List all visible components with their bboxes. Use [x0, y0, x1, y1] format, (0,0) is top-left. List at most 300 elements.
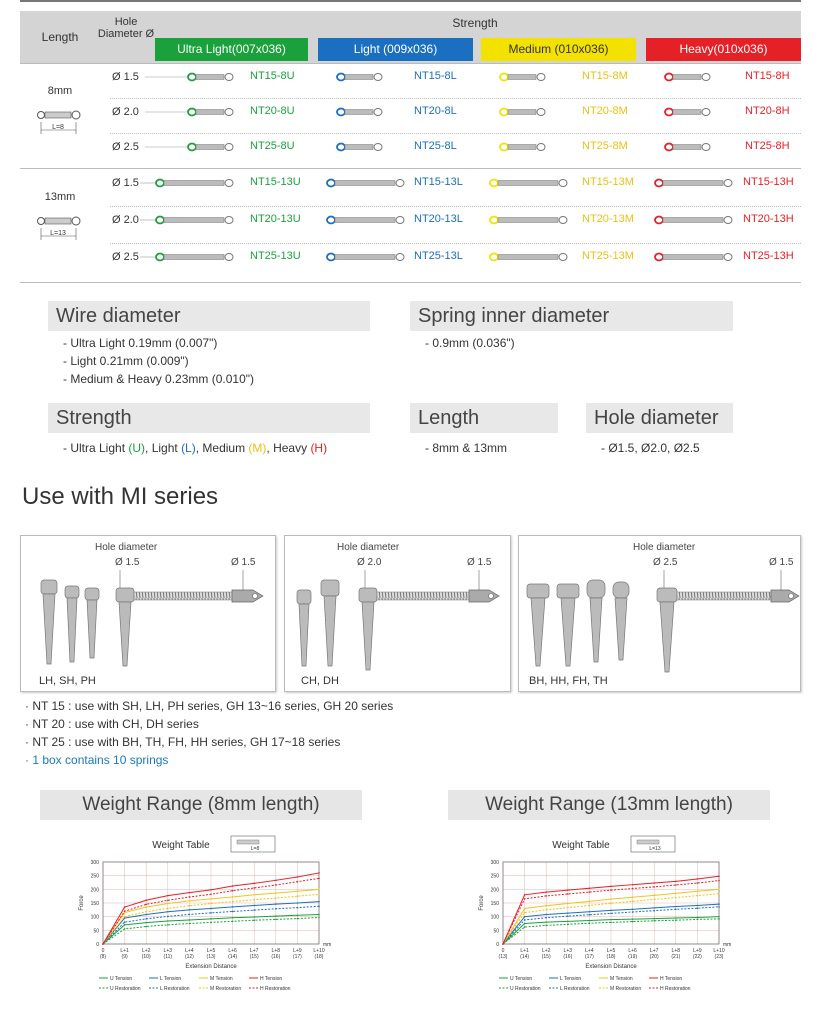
hole-diameter-value: Ø 2.0 — [112, 214, 139, 226]
legend-label: L Restoration — [160, 986, 190, 992]
y-tick-label: 0 — [96, 942, 99, 948]
x-tick-label: L+4 — [185, 948, 194, 954]
box-contents-note: · 1 box contains 10 springs — [25, 753, 169, 767]
x-unit: mm — [323, 942, 332, 948]
data-point — [167, 908, 169, 910]
data-point — [653, 886, 655, 888]
data-point — [167, 911, 169, 913]
x-tick-label: L+7 — [649, 948, 659, 954]
data-point — [718, 906, 720, 908]
y-tick-label: 100 — [90, 914, 99, 921]
data-point — [589, 887, 591, 889]
spring-length-icon — [36, 108, 84, 136]
data-point — [632, 901, 634, 903]
hole-diameter-label: Hole diameter — [95, 542, 158, 553]
legend-label: L Tension — [560, 976, 582, 982]
x-tick-sub-label: (13) — [206, 954, 216, 960]
data-point — [653, 899, 655, 901]
spring-length-icon-label: L=8 — [52, 124, 64, 131]
x-tick-sub-label: (23) — [714, 954, 724, 960]
hole-dia-spring: Ø 1.5 — [231, 557, 256, 568]
legend-label: H Tension — [260, 976, 283, 982]
data-point — [545, 925, 547, 927]
product-code: NT20-13H — [743, 213, 794, 225]
x-tick-sub-label: (20) — [649, 954, 659, 960]
hole-dia-screw: Ø 2.0 — [357, 557, 382, 568]
product-code: NT20-13L — [414, 213, 463, 225]
y-axis-label: Force — [79, 895, 85, 911]
x-tick-sub-label: (12) — [184, 954, 194, 960]
data-point — [297, 907, 299, 909]
data-point — [524, 898, 526, 900]
data-point — [589, 901, 591, 903]
data-point — [545, 891, 547, 893]
grade-light: Light (009x036) — [318, 38, 473, 61]
legend-label: U Restoration — [110, 986, 141, 992]
data-point — [232, 890, 234, 892]
x-tick-sub-label: (11) — [163, 954, 173, 960]
legend-label: U Restoration — [510, 986, 541, 992]
y-tick-label: 200 — [90, 887, 99, 894]
spring-image — [326, 252, 406, 262]
data-point — [318, 917, 320, 919]
product-code: NT25-8U — [250, 140, 295, 152]
data-point — [124, 921, 126, 923]
data-point — [232, 911, 234, 913]
strength-title: Strength — [48, 403, 370, 433]
data-point — [145, 906, 147, 908]
data-point — [232, 896, 234, 898]
data-point — [524, 926, 526, 928]
data-point — [210, 908, 212, 910]
data-point — [189, 905, 191, 907]
data-point — [567, 921, 569, 923]
spring-image — [140, 178, 235, 188]
data-point — [697, 907, 699, 909]
data-point — [632, 911, 634, 913]
data-point — [318, 878, 320, 880]
y-tick-label: 300 — [90, 860, 99, 866]
spring-image — [499, 142, 547, 152]
data-point — [675, 893, 677, 895]
data-point — [124, 928, 126, 930]
data-point — [145, 899, 147, 901]
x-tick-label: L+8 — [671, 948, 681, 954]
product-code: NT15-13H — [743, 176, 794, 188]
product-code: NT25-13M — [582, 250, 634, 262]
data-point — [189, 892, 191, 894]
x-tick-label: L+10 — [313, 948, 325, 954]
data-point — [675, 919, 677, 921]
x-tick-label: L+2 — [141, 948, 151, 954]
spring-image — [664, 107, 712, 117]
data-point — [253, 894, 255, 896]
data-point — [524, 908, 526, 910]
data-point — [545, 921, 547, 923]
data-point — [524, 919, 526, 921]
product-code: NT20-13U — [250, 213, 301, 225]
legend-label: L Tension — [160, 976, 182, 982]
x-tick-label: L+4 — [585, 948, 594, 954]
data-point — [610, 922, 612, 924]
mi-panel-lh — [20, 535, 276, 692]
data-point — [232, 906, 234, 908]
data-point — [253, 916, 255, 918]
x-tick-label: L+3 — [563, 948, 573, 954]
y-tick-label: 0 — [496, 942, 499, 948]
table-rule — [20, 168, 801, 169]
spring-inner-diameter-title: Spring inner diameter — [410, 301, 733, 331]
data-point — [253, 905, 255, 907]
x-tick-label: L+5 — [606, 948, 616, 954]
mi-panel-ch — [284, 535, 511, 692]
product-code: NT15-13U — [250, 176, 301, 188]
chart-svg-8mm — [75, 828, 335, 1004]
data-point — [610, 910, 612, 912]
weight-range-8mm-title: Weight Range (8mm length) — [40, 790, 362, 820]
product-code: NT20-8L — [414, 105, 457, 117]
data-point — [189, 919, 191, 921]
legend-label: U Tension — [110, 976, 133, 982]
data-point — [145, 914, 147, 916]
spring-image — [326, 178, 406, 188]
x-axis-label: Extension Distance — [585, 964, 637, 970]
data-point — [145, 904, 147, 906]
mi-panel-bh — [518, 535, 801, 692]
spring-image — [336, 72, 384, 82]
x-tick-label: L+5 — [206, 948, 216, 954]
data-point — [675, 908, 677, 910]
col-hole-header: Hole Diameter Ø — [97, 16, 155, 40]
data-point — [610, 913, 612, 915]
length-line: - 8mm & 13mm — [425, 441, 508, 455]
data-point — [567, 903, 569, 905]
y-tick-label: 250 — [90, 873, 99, 880]
group-length-label: 8mm — [47, 85, 73, 97]
data-point — [189, 909, 191, 911]
y-tick-label: 150 — [90, 901, 99, 907]
data-point — [145, 926, 147, 928]
x-tick-label: L+2 — [541, 948, 551, 954]
hole-dia-screw: Ø 1.5 — [115, 557, 140, 568]
data-point — [589, 911, 591, 913]
product-code: NT25-13U — [250, 250, 301, 262]
data-point — [502, 943, 504, 945]
data-point — [697, 917, 699, 919]
row-divider — [110, 243, 801, 244]
data-point — [632, 888, 634, 890]
data-point — [102, 943, 104, 945]
data-point — [189, 914, 191, 916]
legend-label: H Restoration — [260, 986, 291, 992]
mi-series-label: BH, HH, FH, TH — [529, 675, 608, 687]
data-point — [675, 906, 677, 908]
spring-image — [326, 215, 406, 225]
row-divider — [110, 133, 801, 134]
hole-diameter-value: Ø 2.5 — [112, 251, 139, 263]
data-point — [275, 884, 277, 886]
x-tick-label: L+8 — [271, 948, 281, 954]
product-code: NT15-8H — [745, 70, 790, 82]
spring-image — [499, 72, 547, 82]
x-unit: mm — [723, 942, 732, 948]
y-tick-label: 150 — [490, 901, 499, 907]
data-point — [653, 882, 655, 884]
data-point — [318, 905, 320, 907]
x-tick-label: L+7 — [249, 948, 259, 954]
data-point — [232, 885, 234, 887]
legend-label: L Restoration — [560, 986, 590, 992]
data-point — [524, 894, 526, 896]
data-point — [253, 909, 255, 911]
data-point — [189, 896, 191, 898]
hole-diameter-value: Ø 2.0 — [112, 106, 139, 118]
col-length-header: Length — [41, 30, 79, 44]
chart-icon-label: L=8 — [250, 846, 260, 852]
usage-bullet: · NT 15 : use with SH, LH, PH series, GH 13~16 series, GH 20 series — [25, 699, 394, 713]
data-point — [145, 911, 147, 913]
legend-label: M Tension — [210, 976, 233, 982]
x-tick-sub-label: (17) — [584, 954, 594, 960]
data-point — [653, 918, 655, 920]
x-tick-sub-label: (15) — [541, 954, 551, 960]
screw-spring-illustration — [519, 566, 802, 676]
x-tick-sub-label: (21) — [671, 954, 681, 960]
hole-dia-spring: Ø 1.5 — [467, 557, 492, 568]
x-tick-sub-label: (14) — [520, 954, 530, 960]
data-point — [697, 895, 699, 897]
product-code: NT20-8U — [250, 105, 295, 117]
spring-image — [664, 72, 712, 82]
data-point — [275, 880, 277, 882]
legend-label: M Restoration — [210, 986, 242, 992]
spring-image — [336, 142, 384, 152]
x-tick-label: 0 — [101, 948, 105, 954]
data-point — [718, 889, 720, 891]
data-point — [653, 920, 655, 922]
grade-medium: Medium (010x036) — [481, 38, 636, 61]
data-point — [275, 897, 277, 899]
data-point — [610, 886, 612, 888]
data-point — [697, 919, 699, 921]
spring-image — [499, 107, 547, 117]
table-rule — [20, 282, 801, 283]
data-point — [697, 882, 699, 884]
spring-length-icon-label: L=13 — [50, 230, 66, 237]
data-point — [318, 889, 320, 891]
data-point — [653, 895, 655, 897]
data-point — [567, 893, 569, 895]
x-tick-label: L+3 — [163, 948, 173, 954]
x-tick-label: L+6 — [228, 948, 237, 954]
data-point — [318, 872, 320, 874]
data-point — [718, 903, 720, 905]
data-point — [567, 907, 569, 909]
chart-icon-spring — [637, 840, 659, 844]
data-point — [675, 881, 677, 883]
chart-icon-spring — [237, 840, 259, 844]
wire-line: - Ultra Light 0.19mm (0.007") — [63, 336, 218, 350]
x-axis-label: Extension Distance — [185, 964, 237, 970]
data-point — [567, 889, 569, 891]
data-point — [524, 912, 526, 914]
product-code: NT25-13L — [414, 250, 463, 262]
row-divider — [110, 98, 801, 99]
wire-diameter-title: Wire diameter — [48, 301, 370, 331]
hole-diameter-title: Hole diameter — [586, 403, 733, 433]
weight-chart-13mm — [475, 828, 735, 1009]
data-point — [145, 922, 147, 924]
data-point — [232, 917, 234, 919]
data-point — [318, 901, 320, 903]
product-code: NT15-8L — [414, 70, 457, 82]
spring-image — [489, 252, 569, 262]
spring-image — [140, 252, 235, 262]
table-rule — [20, 63, 801, 64]
y-tick-label: 250 — [490, 873, 499, 880]
data-point — [545, 917, 547, 919]
data-point — [232, 901, 234, 903]
data-point — [297, 876, 299, 878]
data-point — [189, 923, 191, 925]
data-point — [297, 915, 299, 917]
data-point — [275, 915, 277, 917]
product-code: NT25-8L — [414, 140, 457, 152]
spring-image — [654, 252, 734, 262]
data-point — [167, 903, 169, 905]
data-point — [632, 896, 634, 898]
x-tick-sub-label: (17) — [292, 954, 302, 960]
data-point — [675, 897, 677, 899]
data-point — [718, 875, 720, 877]
x-tick-label: L+9 — [293, 948, 302, 954]
data-point — [253, 887, 255, 889]
data-point — [589, 920, 591, 922]
data-point — [610, 919, 612, 921]
data-point — [210, 922, 212, 924]
data-point — [718, 893, 720, 895]
chart-title: Weight Table — [152, 840, 210, 851]
mi-series-label: CH, DH — [301, 675, 339, 687]
x-tick-sub-label: (19) — [628, 954, 638, 960]
x-tick-label: L+1 — [520, 948, 529, 954]
x-tick-sub-label: (18) — [606, 954, 616, 960]
data-point — [675, 884, 677, 886]
data-point — [545, 914, 547, 916]
data-point — [210, 893, 212, 895]
data-point — [297, 881, 299, 883]
chart-icon-label: L=13 — [649, 846, 661, 852]
data-point — [697, 878, 699, 880]
product-code: NT20-13M — [582, 213, 634, 225]
grade-ultra-light: Ultra Light(007x036) — [155, 38, 308, 61]
data-point — [610, 902, 612, 904]
data-point — [697, 905, 699, 907]
x-tick-label: L+10 — [713, 948, 725, 954]
data-point — [232, 921, 234, 923]
y-axis-label: Force — [479, 895, 485, 911]
data-point — [318, 893, 320, 895]
x-tick-label: L+6 — [628, 948, 637, 954]
data-point — [253, 899, 255, 901]
mi-series-title: Use with MI series — [22, 483, 219, 510]
data-point — [653, 907, 655, 909]
data-point — [210, 898, 212, 900]
hole-dia-screw: Ø 2.5 — [653, 557, 678, 568]
spring-image — [489, 215, 569, 225]
hole-dia-spring: Ø 1.5 — [769, 557, 794, 568]
product-code: NT15-8U — [250, 70, 295, 82]
data-point — [718, 880, 720, 882]
x-tick-sub-label: (9) — [121, 954, 128, 960]
grade-heavy: Heavy(010x036) — [646, 38, 801, 61]
data-point — [167, 920, 169, 922]
product-code: NT15-13M — [582, 176, 634, 188]
data-point — [524, 923, 526, 925]
data-point — [167, 895, 169, 897]
y-tick-label: 50 — [93, 928, 99, 935]
data-point — [589, 905, 591, 907]
data-point — [210, 889, 212, 891]
data-point — [297, 918, 299, 920]
data-point — [275, 908, 277, 910]
hole-diameter-value: Ø 1.5 — [112, 71, 139, 83]
hole-line: - Ø1.5, Ø2.0, Ø2.5 — [601, 441, 700, 455]
product-code: NT25-8M — [582, 140, 628, 152]
weight-chart-8mm — [75, 828, 335, 1009]
product-code: NT15-13L — [414, 176, 463, 188]
col-strength-header: Strength — [452, 16, 498, 30]
chart-svg-13mm — [475, 828, 735, 1004]
group-length-label: 13mm — [44, 191, 76, 203]
data-point — [589, 922, 591, 924]
product-code: NT25-13H — [743, 250, 794, 262]
data-point — [275, 903, 277, 905]
weight-range-13mm-title: Weight Range (13mm length) — [448, 790, 770, 820]
data-point — [124, 910, 126, 912]
data-point — [610, 889, 612, 891]
data-point — [145, 918, 147, 920]
data-point — [697, 890, 699, 892]
data-point — [545, 909, 547, 911]
x-tick-label: L+9 — [693, 948, 702, 954]
data-point — [253, 883, 255, 885]
data-point — [632, 921, 634, 923]
top-rule — [20, 0, 801, 2]
data-point — [653, 910, 655, 912]
y-tick-label: 100 — [490, 914, 499, 921]
length-title: Length — [410, 403, 558, 433]
data-point — [545, 905, 547, 907]
spring-image — [489, 178, 569, 188]
x-tick-label: L+1 — [120, 948, 129, 954]
x-tick-sub-label: (16) — [563, 954, 573, 960]
legend-label: H Restoration — [660, 986, 691, 992]
data-point — [167, 924, 169, 926]
strength-line: - Ultra Light (U), Light (L), Medium (M), Heavy (H) — [63, 441, 328, 455]
spring-image — [145, 142, 235, 152]
legend-label: U Tension — [510, 976, 533, 982]
data-point — [210, 903, 212, 905]
y-tick-label: 300 — [490, 860, 499, 866]
spring-image — [140, 215, 235, 225]
data-point — [167, 899, 169, 901]
screw-spring-illustration — [21, 566, 277, 676]
data-point — [124, 906, 126, 908]
data-point — [545, 895, 547, 897]
data-point — [189, 900, 191, 902]
data-point — [167, 916, 169, 918]
